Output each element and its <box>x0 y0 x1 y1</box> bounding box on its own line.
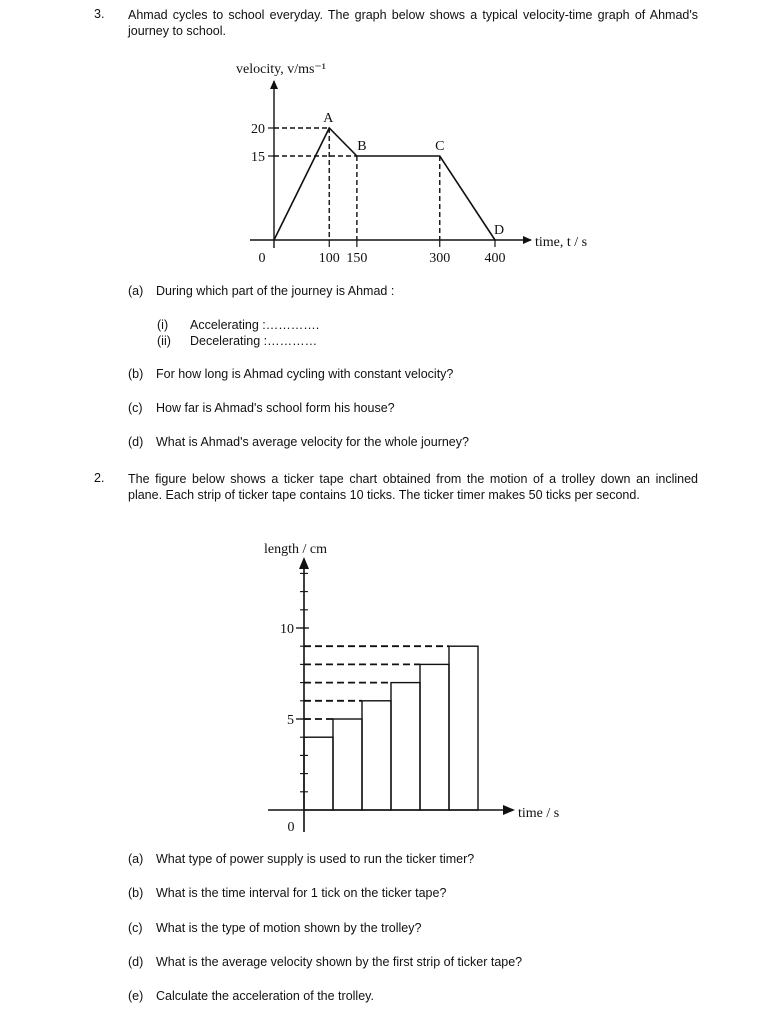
y-tick-label: 20 <box>251 122 265 137</box>
y-tick-label: 10 <box>280 622 294 637</box>
ticker-strip <box>304 737 333 810</box>
question-2b <box>128 886 446 900</box>
ticker-strip <box>333 719 362 810</box>
question-2e-text: Calculate the acceleration of the trolley. <box>156 989 374 1003</box>
y-tick-label: 15 <box>251 150 265 165</box>
question-2c-label: (c) <box>128 921 143 935</box>
question-3c-label: (c) <box>128 401 143 415</box>
question-2a <box>128 852 474 866</box>
question-3c <box>128 401 395 415</box>
question-2a-label: (a) <box>128 852 144 866</box>
ticker-tape-chart <box>255 535 585 840</box>
question-3b-label: (b) <box>128 367 144 381</box>
question-3-number: 3. <box>94 7 105 21</box>
question-3d <box>128 435 469 449</box>
point-label-a: A <box>323 111 334 126</box>
y-axis-title: length / cm <box>264 542 327 557</box>
question-3b <box>128 367 453 381</box>
question-2a-text: What type of power supply is used to run the ticker timer? <box>156 852 475 866</box>
question-3a-ii-text: Decelerating :………… <box>190 334 318 348</box>
ticker-strip <box>391 683 420 810</box>
y-axis-arrowhead <box>299 557 309 569</box>
question-2c-text: What is the type of motion shown by the trolley? <box>156 921 422 935</box>
y-tick-label: 5 <box>287 713 294 728</box>
question-3-intro: Ahmad cycles to school everyday. The graph below shows a typical velocity-time graph of Ahmad's journey to school. <box>128 8 698 38</box>
x-axis-arrowhead <box>503 805 515 815</box>
question-2e-label: (e) <box>128 989 144 1003</box>
velocity-time-graph <box>225 55 605 275</box>
question-3b-text: For how long is Ahmad cycling with constant velocity? <box>156 367 454 381</box>
question-2b-label: (b) <box>128 886 144 900</box>
point-label-d: D <box>493 223 505 238</box>
question-2b-text: What is the time interval for 1 tick on the ticker tape? <box>156 886 447 900</box>
point-label-c: C <box>435 139 445 154</box>
x-tick-label: 150 <box>346 251 368 266</box>
question-2-intro: The figure below shows a ticker tape chart obtained from the motion of a trolley down an inclined plane. Each strip of ticker tape contains 10 ticks. The ticker timer makes 50 ticks per second. <box>128 472 698 502</box>
question-2-number: 2. <box>94 471 105 485</box>
question-2d <box>128 955 522 969</box>
ticker-strip <box>420 664 449 810</box>
question-3a-i <box>157 318 319 332</box>
question-3d-label: (d) <box>128 435 144 449</box>
question-2e <box>128 989 374 1003</box>
x-axis-title: time / s <box>518 806 560 821</box>
y-axis-title: velocity, v/ms⁻¹ <box>236 62 327 77</box>
question-2d-label: (d) <box>128 955 144 969</box>
origin-label: 0 <box>258 251 266 266</box>
x-tick-label: 100 <box>318 251 340 266</box>
x-tick-label: 400 <box>484 251 506 266</box>
question-3a-text: During which part of the journey is Ahmad : <box>156 284 395 298</box>
question-3a-i-text: Accelerating :…………. <box>190 318 320 332</box>
question-3a-label: (a) <box>128 284 144 298</box>
question-3a-ii-label: (ii) <box>157 334 171 348</box>
point-label-b: B <box>357 139 367 154</box>
question-3d-text: What is Ahmad's average velocity for the whole journey? <box>156 435 469 449</box>
question-2c <box>128 921 421 935</box>
velocity-line <box>274 128 495 240</box>
question-2d-text: What is the average velocity shown by the first strip of ticker tape? <box>156 955 523 969</box>
question-3c-text: How far is Ahmad's school form his house? <box>156 401 395 415</box>
question-3a-ii <box>157 334 317 348</box>
origin-label: 0 <box>287 820 295 835</box>
ticker-strip <box>362 701 391 810</box>
x-tick-label: 300 <box>429 251 451 266</box>
ticker-strip <box>449 646 478 810</box>
question-3a-i-label: (i) <box>157 318 169 332</box>
question-3a <box>128 284 394 298</box>
x-axis-title: time, t / s <box>535 235 588 250</box>
